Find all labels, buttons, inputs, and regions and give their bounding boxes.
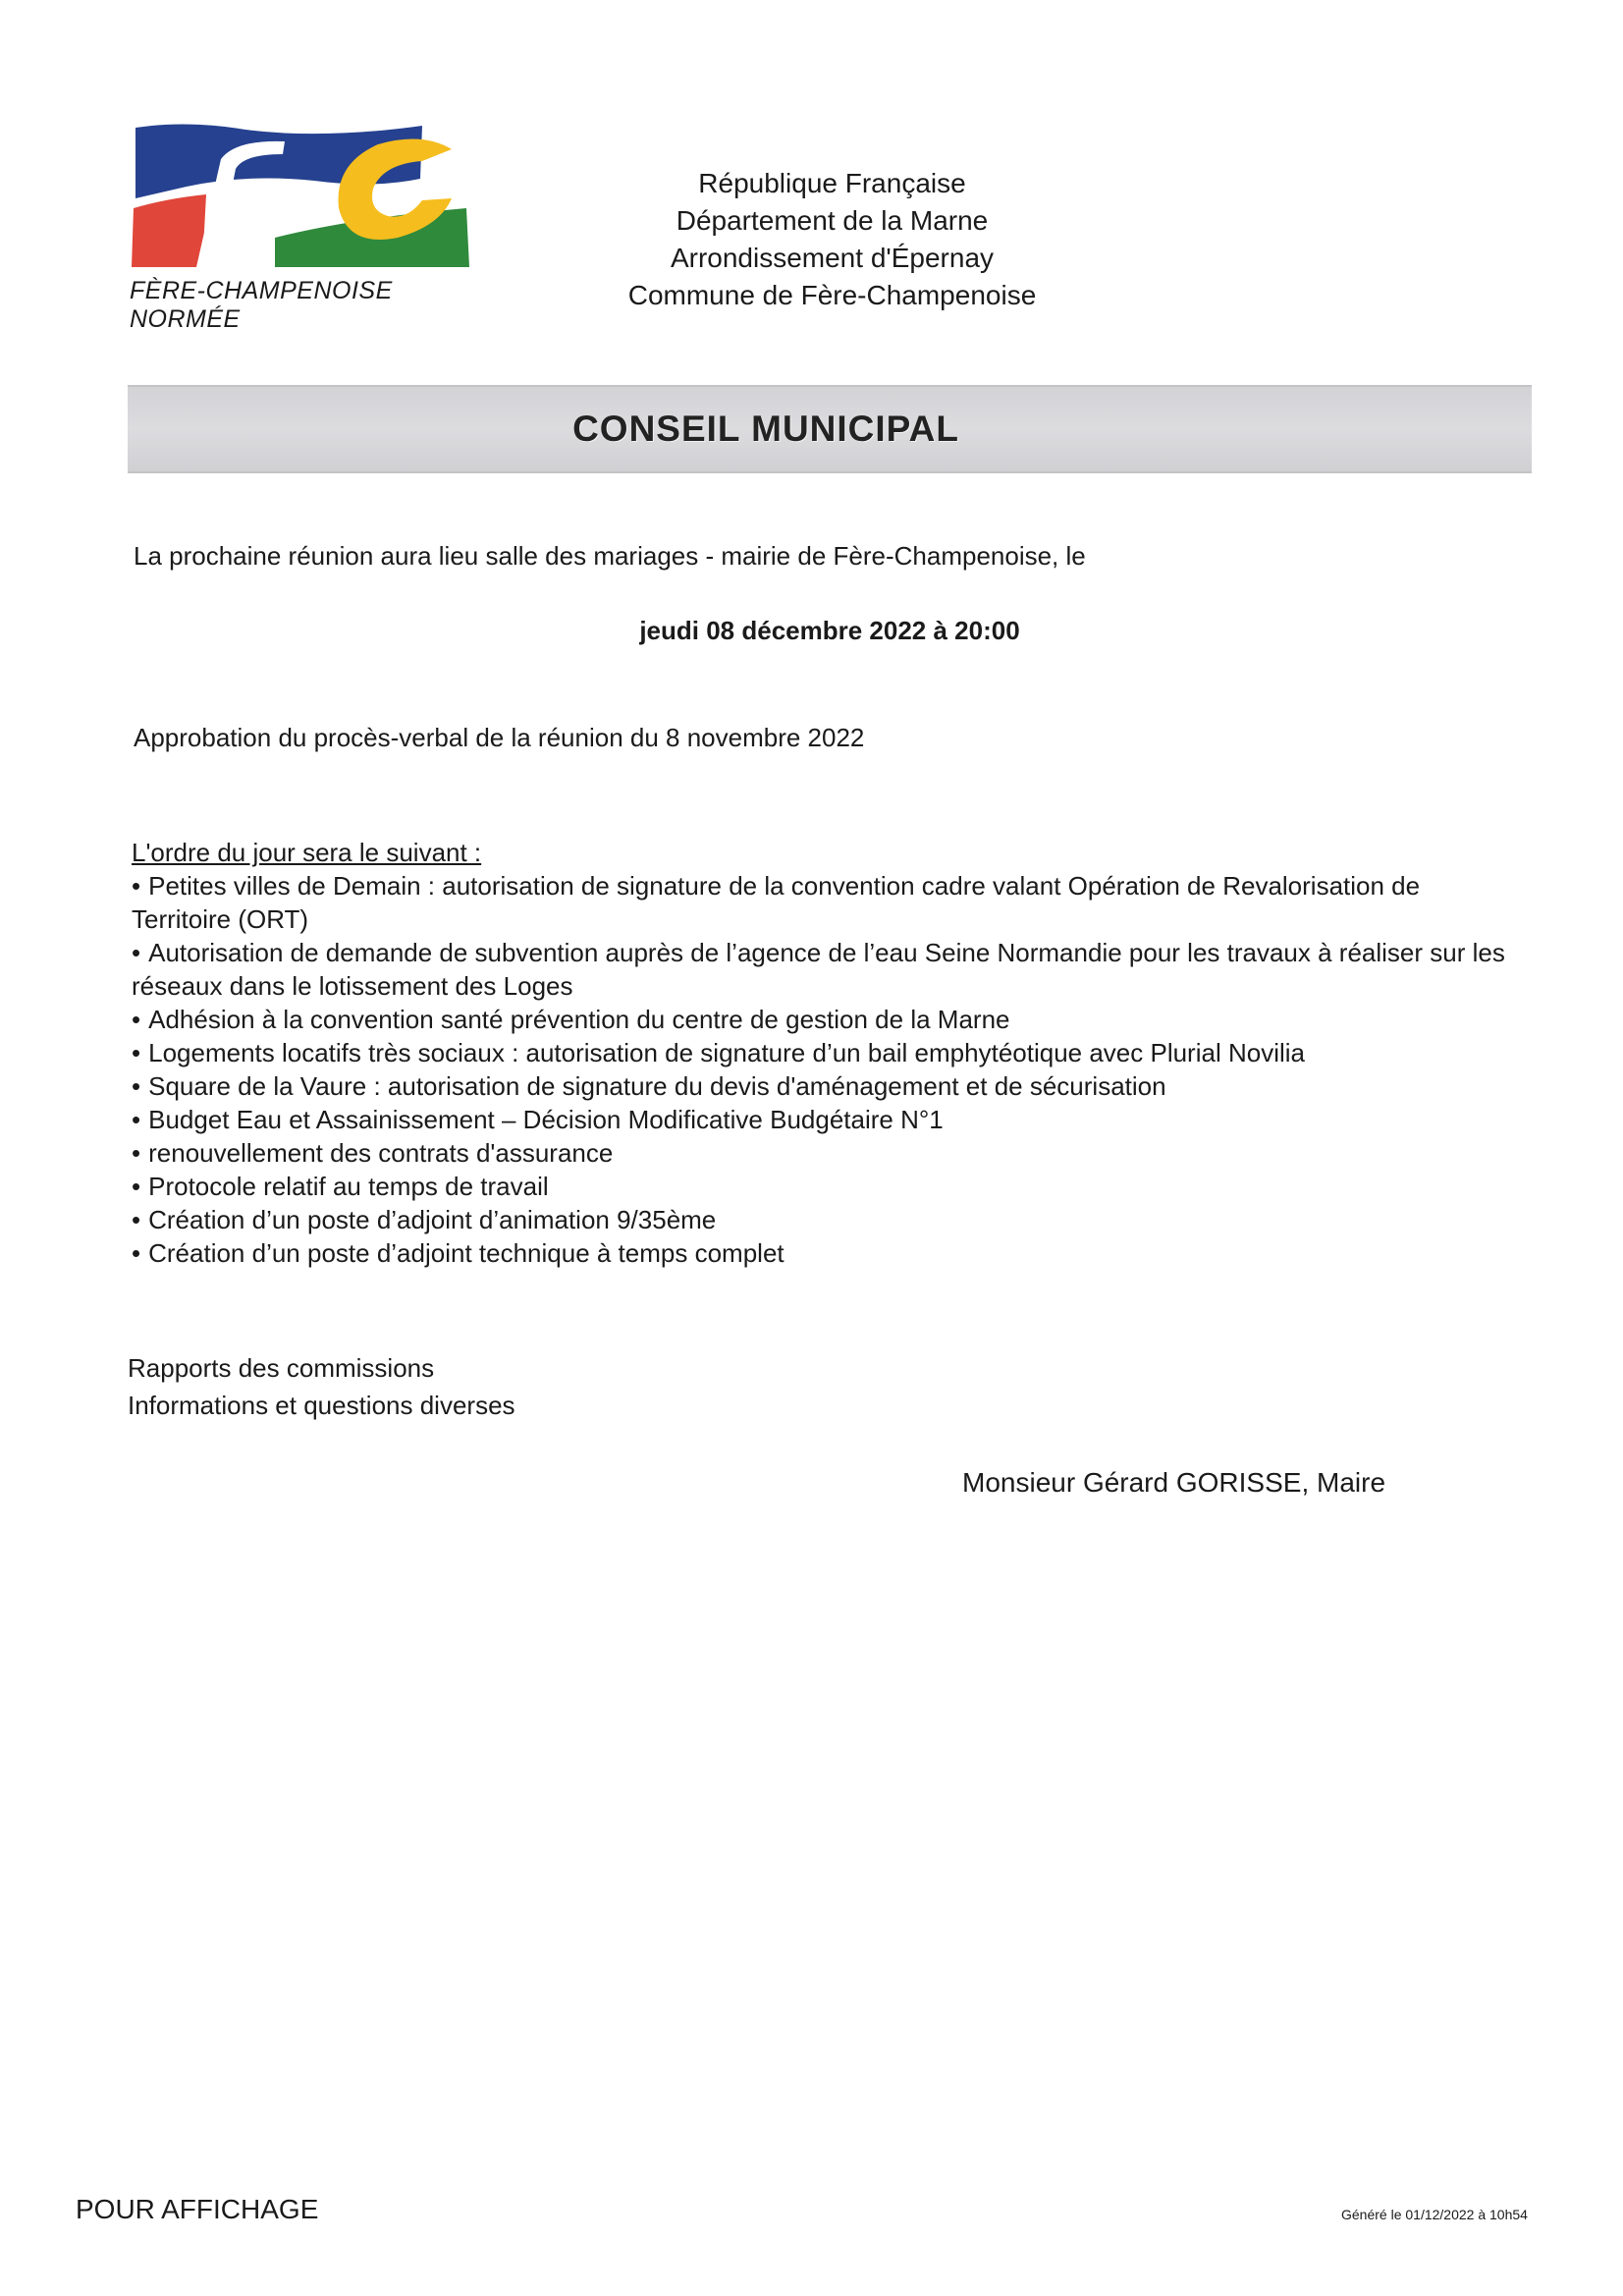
header-line-commune: Commune de Fère-Champenoise: [627, 280, 1037, 310]
meeting-intro: La prochaine réunion aura lieu salle des mariages - mairie de Fère-Champenoise, le: [134, 541, 1086, 571]
agenda-item: • Création d’un poste d’adjoint d’animation 9/35ème: [132, 1205, 717, 1234]
title-banner: [128, 385, 1532, 473]
agenda-item: • renouvellement des contrats d'assurance: [132, 1138, 614, 1168]
agenda-item: • Adhésion à la convention santé prévention du centre de gestion de la Marne: [132, 1005, 1010, 1034]
agenda-item: • Protocole relatif au temps de travail: [132, 1172, 549, 1201]
agenda-item: • Autorisation de demande de subvention auprès de l’agence de l’eau Seine Normandie pour les travaux à réaliser sur les réseaux dans le lotissement des Loges: [132, 938, 1505, 1001]
meeting-date: jeudi 08 décembre 2022 à 20:00: [639, 616, 1020, 645]
page-title: CONSEIL MUNICIPAL: [572, 409, 959, 449]
commune-logo: [128, 120, 481, 333]
agenda: [132, 836, 1506, 1270]
header-line-department: Département de la Marne: [676, 205, 989, 236]
logo-caption: FÈRE-CHAMPENOISE NORMÉE: [130, 277, 393, 333]
agenda-item: • Logements locatifs très sociaux : autorisation de signature d’un bail emphytéotique avec Plurial Novilia: [132, 1038, 1305, 1067]
agenda-list: [132, 869, 1506, 1270]
agenda-item: • Square de la Vaure : autorisation de signature du devis d'aménagement et de sécurisation: [132, 1071, 1166, 1101]
agenda-item: • Petites villes de Demain : autorisation de signature de la convention cadre valant Opération de Revalorisation de Territoire (ORT): [132, 871, 1421, 934]
logo-red-shape: [132, 194, 206, 267]
header-line-arrondissement: Arrondissement d'Épernay: [670, 243, 995, 273]
closing-block: [128, 1349, 515, 1424]
header-line-republic: République Française: [698, 168, 966, 198]
posting-label: POUR AFFICHAGE: [76, 2194, 319, 2224]
agenda-item: • Création d’un poste d’adjoint technique à temps complet: [132, 1238, 784, 1268]
logo-graphic: [128, 120, 481, 272]
questions-line: Informations et questions diverses: [128, 1391, 515, 1420]
mayor-signature: Monsieur Gérard GORISSE, Maire: [962, 1467, 1386, 1498]
administrative-header: [589, 165, 1075, 314]
reports-line: Rapports des commissions: [128, 1353, 435, 1383]
approval-line: Approbation du procès-verbal de la réunion du 8 novembre 2022: [134, 723, 865, 752]
agenda-heading: L'ordre du jour sera le suivant :: [132, 838, 482, 867]
agenda-item: • Budget Eau et Assainissement – Décision Modificative Budgétaire N°1: [132, 1105, 944, 1134]
generated-timestamp: Généré le 01/12/2022 à 10h54: [1341, 2207, 1528, 2222]
